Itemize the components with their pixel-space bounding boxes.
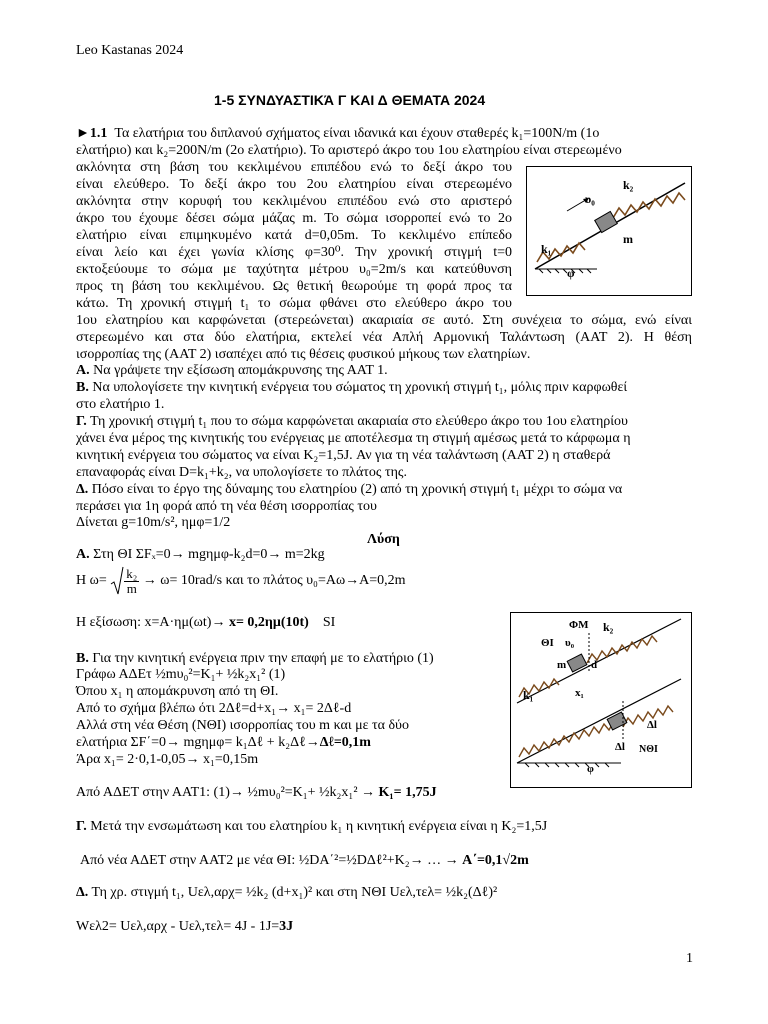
sol-g-line-2: Από νέα ΑΔΕΤ στην ΑΑΤ2 με νέα ΘΙ: ½DA΄²=½DΔℓ²+K₂→ … → A΄=0,1√2m	[80, 853, 529, 868]
fig2-label-d: d	[591, 659, 598, 671]
fig2-label-k1: k₁	[523, 688, 534, 702]
question-b-line-1: Β. Να υπολογίσετε την κινητική ενέργεια του σώματος τη χρονική στιγμή t₁, μόλις πριν καρφωθεί	[76, 380, 628, 395]
problem-line-3: ακλόνητα στη βάση του κεκλιμένου επιπέδου ενώ το δεξί άκρο του	[76, 160, 512, 175]
figure-incline-1	[526, 166, 692, 296]
question-g-line-3: κινητική ενέργεια του σώματος να είναι K₂=1,5J. Αν για τη νέα ταλάντωση (ΑΑΤ 2) η σταθερά	[76, 448, 611, 463]
question-d-line-2: περάσει για 1η φορά από τη νέα θέση ισορροπίας του	[76, 499, 377, 514]
question-b-line-2: στο ελατήριο 1.	[76, 397, 165, 412]
page-title: 1-5 ΣΥΝΔΥΑΣΤΙΚΆ Γ ΚΑΙ Δ ΘΕΜΑΤΑ 2024	[214, 92, 486, 108]
incline-drawing-2	[511, 613, 691, 787]
fig1-label-m: m	[623, 232, 633, 246]
fig2-label-m: m	[557, 659, 567, 671]
problem-line-5: ακλόνητα στην κορυφή του κεκλιμένου επιπέδου ενώ στο αριστερό	[76, 194, 512, 209]
sol-b-line-2: Γράφω ΑΔΕτ ½mυ₀²=K₁+ ½k₂x₁² (1)	[76, 667, 286, 682]
question-a: Α. Να γράψετε την εξίσωση απομάκρυνσης της ΑΑΤ 1.	[76, 363, 388, 378]
sol-b-line-4: Από το σχήμα βλέπω ότι 2Δℓ=d+x₁→ x₁= 2Δℓ-d	[76, 701, 352, 716]
fraction: $\frac{\text{k₂}}{m}$	[126, 565, 138, 596]
problem-line-11: κάτω. Τη χρονική στιγμή t₁ το σώμα φθάνει στο ελεύθερο άκρο του	[76, 296, 512, 311]
fig2-label-fm: ΦΜ	[569, 619, 589, 631]
problem-line-10: προς τη βάση του κεκλιμένου. Ως θετική θεωρούμε τη φορά προς τα	[76, 279, 512, 294]
sol-d-line-2: Wελ2= Uελ,αρχ - Uελ,τελ= 4J - 1J=3J	[76, 919, 294, 934]
incline-drawing-1	[527, 167, 691, 295]
sqrt-sign	[110, 566, 124, 596]
question-g-line-1: Γ. Τη χρονική στιγμή t₁ που το σώμα καρφώνεται ακαριαία στο ελεύθερο άκρο του 1ου ελατηρίου	[76, 414, 628, 429]
fig2-label-phi: φ	[587, 763, 594, 775]
solution-heading: Λύση	[367, 532, 400, 547]
sol-a-line-2: Η ω= $\frac{\text{k₂}}{m}$ → ω= 10rad/s και το πλάτος υ₀=Αω→Α=0,2m	[76, 565, 406, 596]
fig2-label-nthi: ΝΘΙ	[639, 744, 658, 755]
sol-b-line-5: Αλλά στη νέα Θέση (ΝΘΙ) ισορροπίας του m και με τα δύο	[76, 718, 409, 733]
sol-a-line-1: Α. Στη ΘΙ ΣFₓ=0→ mgημφ-k₂d=0→ m=2kg	[76, 547, 325, 562]
fig1-label-k2: k₂	[623, 178, 634, 192]
problem-text: Τα ελατήρια του διπλανού σχήματος είναι ιδανικά και έχουν σταθερές k₁=100N/m (1ο	[114, 126, 600, 141]
figure-incline-2	[510, 612, 692, 788]
problem-line-8: είναι λείο και έχει γωνία κλίσης φ=30⁰. Την χρονική στιγμή t=0	[76, 245, 512, 260]
problem-line-1	[76, 125, 696, 142]
fig2-label-dl-2: Δl	[615, 741, 625, 753]
header-author: Leo Kastanas 2024	[76, 43, 184, 58]
problem-line-2: ελατήριο) και k₂=200N/m (2ο ελατήριο). Το αριστερό άκρο του 1ου ελατηρίου είναι στερεωμένο	[76, 143, 622, 158]
question-g-line-4: επαναφοράς είναι D=k₁+k₂, να υπολογίσετε το πλάτος της.	[76, 465, 407, 480]
problem-line-12: 1ου ελατηρίου και καρφώνεται (στερεώνεται) ακαριαία σε αυτό. Στη συνέχεια το σώμα, ενώ είναι	[76, 313, 692, 328]
fig2-label-thi: ΘΙ	[541, 637, 554, 649]
problem-marker: ►1.1	[76, 126, 108, 141]
fig2-label-k2: k₂	[603, 620, 614, 634]
fig2-label-x1: x₁	[575, 687, 584, 699]
problem-line-14: ισορροπίας της (ΑΑΤ 2) ισαπέχει από τις θέσεις φυσικού μήκους των ελατηρίων.	[76, 347, 531, 362]
sol-g-line-1: Γ. Μετά την ενσωμάτωση και του ελατηρίου k₁ η κινητική ενέργεια είναι η K₂=1,5J	[76, 819, 548, 834]
fig2-label-v0: υ₀	[565, 637, 575, 649]
given-data: Δίνεται g=10m/s², ημφ=1/2	[76, 515, 231, 530]
problem-line-13: στερεωμένο και στα δύο ελατήρια, εκτελεί νέα Απλή Αρμονική Ταλάντωση (ΑΑΤ 2). Η θέση	[76, 330, 692, 345]
problem-line-6: άκρο του έχουμε δέσει σώμα μάζας m. Το σώμα ισορροπεί ενώ το 2ο	[76, 211, 512, 226]
question-g-line-2: χάνει ένα μέρος της κινητικής του ενέργειας με αποτέλεσμα τη στιγμή αμέσως μετά το κάρφωμα η	[76, 431, 631, 446]
fig1-label-v0: υ₀	[585, 192, 595, 206]
problem-line-7: ελατήριο είναι επιμηκυμένο κατά d=0,05m. Το κεκλιμένο επίπεδο	[76, 228, 512, 243]
fig2-label-dl-1: Δl	[647, 719, 657, 731]
fig1-label-k1: k₁	[541, 242, 552, 256]
sol-b-line-6: ελατήρια ΣF΄=0→ mgημφ= k₁Δℓ + k₂Δℓ→Δℓ=0,1m	[76, 735, 371, 750]
problem-line-4: είναι ελεύθερο. Το δεξί άκρο του 2ου ελατηρίου είναι στερεωμένο	[76, 177, 512, 192]
sol-b-result: Από ΑΔΕΤ στην ΑΑΤ1: (1)→ ½mυ₀²=K₁+ ½k₂x₁² → K₁= 1,75J	[76, 785, 437, 800]
sol-d-line-1: Δ. Τη χρ. στιγμή t₁, Uελ,αρχ= ½k₂ (d+x₁)² και στη ΝΘΙ Uελ,τελ= ½k₂(Δℓ)²	[76, 885, 498, 900]
sol-a-line-3: Η εξίσωση: x=A·ημ(ωt)→ x= 0,2ημ(10t) SI	[76, 615, 336, 630]
page-number: 1	[686, 951, 693, 966]
sol-b-line-7: Άρα x₁= 2·0,1-0,05→ x₁=0,15m	[76, 752, 259, 767]
problem-line-9: εκτοξεύουμε το σώμα με ταχύτητα μέτρου υ₀=2m/s και κατεύθυνση	[76, 262, 512, 277]
sol-b-line-1: Β. Για την κινητική ενέργεια πριν την επαφή με το ελατήριο (1)	[76, 651, 434, 666]
question-d-line-1: Δ. Πόσο είναι το έργο της δύναμης του ελατηρίου (2) από τη χρονική στιγμή t₁ μέχρι το σώμα να	[76, 482, 623, 497]
fig1-label-phi: φ	[567, 266, 575, 280]
sol-b-line-3: Όπου x₁ η απομάκρυνση από τη ΘΙ.	[76, 684, 279, 699]
